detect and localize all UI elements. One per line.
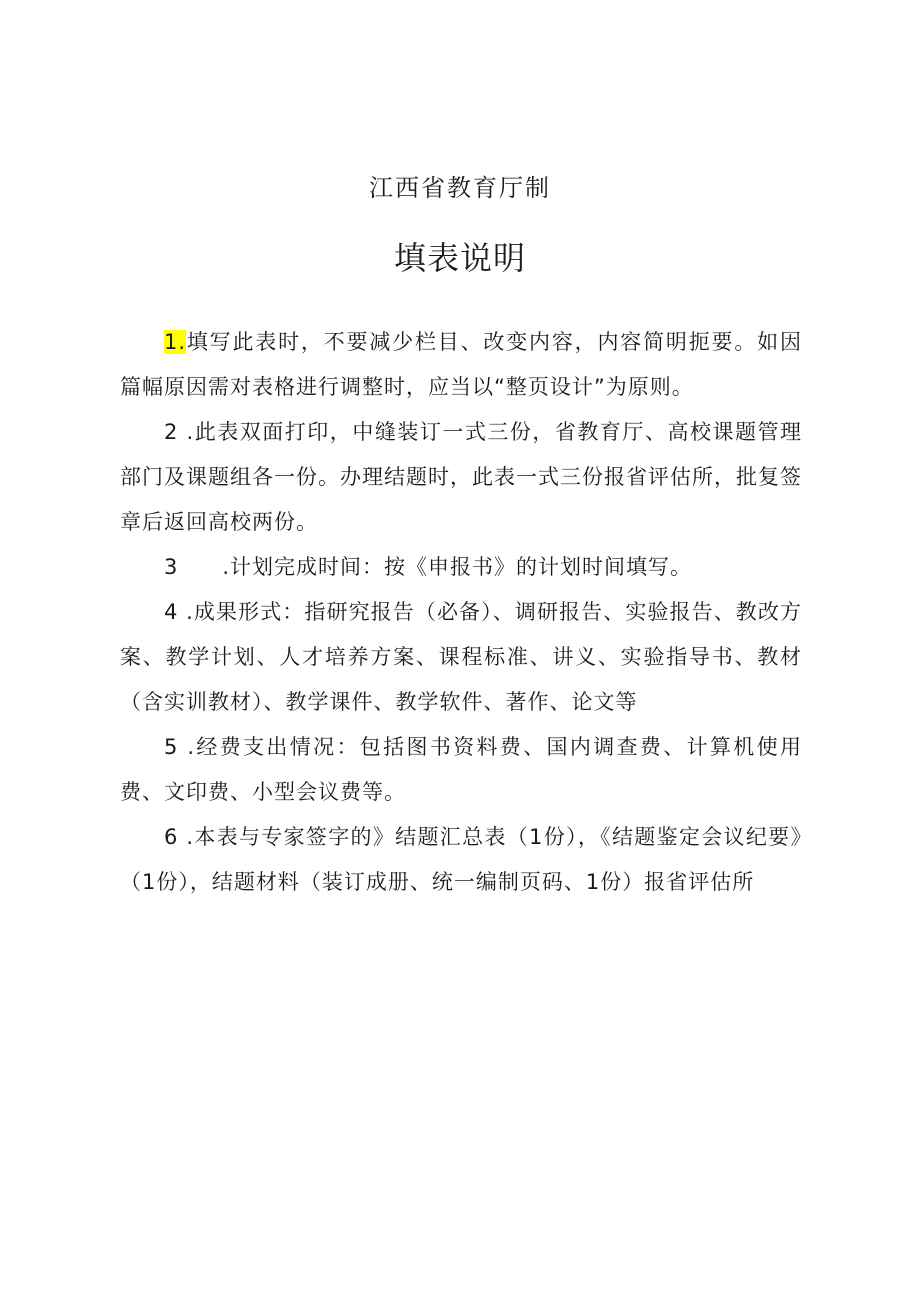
instruction-text: 计划完成时间：按《申报书》的计划时间填写。	[230, 555, 693, 579]
page-title: 填表说明	[393, 239, 526, 277]
instruction-text: 此表双面打印，中缝装订一式三份，省教育厅、高校课题管理部门及课题组各一份。办理结题时，此表一式三份报省评估所，批复签章后返回高校两份。	[120, 420, 803, 534]
instruction-text: 填写此表时，不要减少栏目、改变内容，内容简明扼要。如因篇幅原因需对表格进行调整时，应当以“整页设计”为原则。	[120, 330, 802, 399]
instruction-number: 3 .	[164, 555, 231, 579]
instruction-item	[120, 320, 802, 410]
instruction-number: 1.	[164, 330, 187, 354]
instruction-text: 经费支出情况：包括图书资料费、国内调查费、计算机使用费、文印费、小型会议费等。	[120, 735, 802, 804]
issuer-line: 江西省教育厅制	[369, 174, 551, 202]
instruction-number: 2 .	[164, 420, 195, 444]
instruction-number: 6 .	[164, 825, 195, 849]
instruction-item	[120, 725, 802, 815]
instructions-body	[120, 320, 802, 905]
instruction-number: 5 .	[164, 735, 196, 759]
instruction-item	[120, 590, 802, 725]
instruction-item	[120, 545, 802, 590]
instruction-text: 成果形式：指研究报告（必备）、调研报告、实验报告、教改方案、教学计划、人才培养方案、课程标准、讲义、实验指导书、教材（含实训教材）、教学课件、教学软件、著作、论文等	[120, 600, 802, 714]
instruction-item	[120, 815, 802, 905]
instruction-number: 4 .	[164, 600, 194, 624]
instruction-text: 本表与专家签字的》结题汇总表（1份），《结题鉴定会议纪要》（1份），结题材料（装订成册、统一编制页码、1份）报省评估所	[120, 825, 802, 894]
instruction-item	[120, 410, 802, 545]
